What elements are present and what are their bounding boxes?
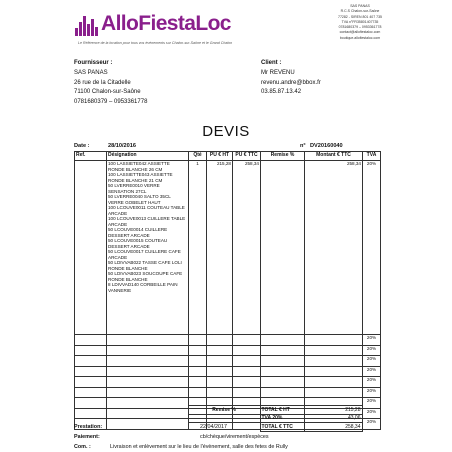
table-row (75, 345, 381, 356)
supplier-line: 71100 Chalon-sur-Saône (74, 89, 141, 95)
table-row (75, 335, 381, 346)
remise-label: Remise % (188, 406, 260, 415)
designation-line: 50 LDIVVAB023 SOUCOUPE CAFE RONDE BLANCHE (108, 271, 183, 282)
col-header-pu-ht: PU € HT (207, 152, 233, 161)
col-header-designation: Désignation (107, 152, 189, 161)
cell-tva: 20% (363, 366, 381, 377)
com-label: Com. : (74, 444, 91, 450)
designation-line: 8 LDIVVAD140 CORBEILLE PAIN VANNERIE (108, 282, 178, 293)
supplier-block (74, 60, 147, 107)
designation-line: 50 LVERRE0010 VERRE SENSATION 27CL (108, 183, 160, 194)
table-row (75, 366, 381, 377)
designation-line: 100 LCOUVE0013 CUILLERE TABLE ARCADE (108, 216, 186, 227)
supplier-line: SAS PANAS (74, 70, 108, 76)
col-header-qty: Qté (189, 152, 207, 161)
cell-tva: 20% (363, 408, 381, 419)
total-ttc-value: 258,34 (304, 423, 362, 432)
client-line: revenu.andre@bbox.fr (261, 79, 321, 86)
totals-row (74, 414, 380, 423)
cell-tva: 20% (363, 161, 381, 335)
col-header-montant: Montant € TTC (305, 152, 363, 161)
table-row (75, 356, 381, 367)
cell-pu-ttc: 258,34 (233, 161, 261, 335)
paiement-label: Paiement: (74, 434, 100, 440)
col-header-ref: Ref. (75, 152, 107, 161)
supplier-line: 0781680379 – 0953361778 (74, 98, 148, 105)
supplier-label: Fournisseur : (74, 60, 113, 66)
totals-table (74, 405, 380, 432)
company-line: 77282 - SIREN 801 407 735 (338, 14, 382, 19)
col-header-pu-ttc: PU € TTC (233, 152, 261, 161)
items-table (74, 151, 381, 430)
cell-tva: 20% (363, 387, 381, 398)
designation-line: 100 LCOUVE0011 COUTEAU TABLE ARCADE (108, 205, 185, 216)
cell-montant: 258,34 (305, 161, 363, 335)
designation-line: 50 LDIVVAB022 TASSE CAFE LOLI RONDE BLANCHE (108, 260, 182, 271)
table-row (75, 377, 381, 388)
cell-tva: 20% (363, 356, 381, 367)
totals-row (74, 406, 380, 415)
designation-line: 50 LCOUVE0014 CUILLERE DESSERT ARCADE (108, 227, 168, 238)
remise-value (188, 414, 260, 423)
designation-line: 50 LCOUVE0017 CUILLERE CAFE ARCADE (108, 249, 181, 260)
cell-tva: 20% (363, 335, 381, 346)
cell-tva: 20% (363, 345, 381, 356)
company-logo (75, 12, 255, 44)
prestation-label: Prestation: (74, 424, 103, 430)
company-line: contact@allofiestaloc.com (339, 30, 381, 35)
client-line: Mr REVENU (261, 70, 295, 76)
table-header-row (75, 152, 381, 161)
tva-label: TVA 20% (260, 414, 304, 423)
supplier-line: 26 rue de la Citadelle (74, 79, 131, 86)
company-line: SAS PANAS (350, 4, 370, 8)
paiement-methods: cb/chèque/virement/espèces (200, 434, 269, 440)
total-ht-label: TOTAL € HT (260, 406, 304, 415)
tva-value: 43,06 (304, 414, 362, 423)
date-value: 28/10/2016 (108, 143, 136, 149)
number-label: n° (300, 143, 306, 149)
cell-tva: 20% (363, 377, 381, 388)
cell-ref (75, 161, 107, 335)
designation-line: 50 LCOUVE0015 COUTEAU DESSERT ARCADE (108, 238, 168, 249)
table-row (75, 161, 381, 335)
col-header-remise: Remise % (261, 152, 305, 161)
designation-line: 100 LASSIETTE043 ASSIETTE RONDE BLANCHE 21 CM (108, 172, 173, 183)
client-label: Client : (261, 60, 282, 66)
equalizer-icon (75, 16, 99, 36)
prestation-date: 22/04/2017 (200, 424, 227, 430)
table-row (75, 387, 381, 398)
date-label: Date : (74, 143, 90, 149)
logo-tagline: Le Référence de la location pour tous vos événements sur Chalon-sur-Saône et le Grand Chalon (78, 41, 233, 45)
company-line: 0781680379 – 0953361778 (338, 25, 382, 30)
designation-line: 50 LVERRE0040 SALTO 35CL VERRE GOBELET HAUT (108, 194, 171, 205)
cell-tva: 20% (363, 398, 381, 409)
company-line: R.C.S Chalon-sur-Saône (340, 9, 380, 14)
cell-designation (107, 161, 189, 335)
cell-qty: 1 (189, 161, 207, 335)
cell-remise (261, 161, 305, 335)
client-block (261, 60, 321, 98)
cell-pu-ht: 215,28 (207, 161, 233, 335)
company-line: boutique.allofiestaloc.com (339, 35, 381, 40)
total-ht-value: 215,28 (304, 406, 362, 415)
com-text: Livraison et enlèvement sur le lieu de l'évènement, salle des fetes de Rully (110, 444, 288, 450)
company-line: TVA n°FR35801407735 (341, 19, 379, 24)
document-title: DEVIS (202, 123, 250, 140)
company-info (325, 4, 395, 41)
total-ttc-label: TOTAL € TTC (260, 423, 304, 432)
col-header-tva: TVA (363, 152, 381, 161)
totals-row (74, 423, 380, 432)
cell-tva: 20% (363, 419, 381, 430)
designation-line: 100 LASSIETE042 ASSIETTE RONDE BLANCHE 26 CM (108, 161, 170, 172)
client-line: 03.85.87.13.42 (261, 89, 302, 95)
quote-number: DV20160040 (310, 143, 343, 149)
logo-text: AlloFiestaLoc (101, 12, 231, 35)
